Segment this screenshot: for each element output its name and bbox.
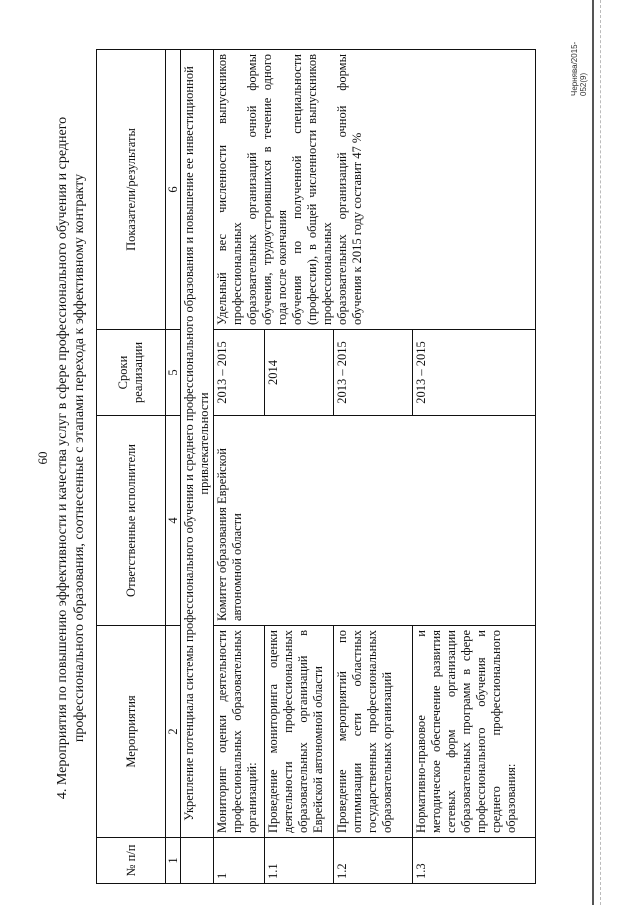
row-result	[214, 50, 536, 330]
row-num: 1.2	[334, 838, 413, 884]
binding-line-dashed	[600, 0, 601, 905]
column-number: 6	[166, 50, 181, 330]
result-part: образовательных организаций очной формы обучения, трудоустроившихся в течение одного года после окончания	[245, 54, 289, 325]
header-row	[97, 50, 166, 884]
header-period: Сроки реализации	[97, 330, 166, 416]
footer-code: Чернява/2015-052(9)	[570, 41, 588, 96]
rotated-page	[30, 28, 590, 888]
measures-table	[96, 49, 536, 884]
row-activity: Проведение мониторинга оценки деятельности профессиональных образовательных организаций в Еврейской автономной области	[265, 626, 334, 838]
section-row	[181, 50, 214, 884]
result-part: обучения по полученной специальности (профессии), в общей численности выпускников профессиональных	[290, 54, 334, 325]
row-period: 2013 – 2015	[334, 330, 413, 416]
section-spacer	[181, 838, 214, 884]
row-num: 1.1	[265, 838, 334, 884]
page-heading	[54, 36, 88, 880]
row-period: 2013 – 2015	[214, 330, 265, 416]
table-row	[214, 50, 265, 884]
header-executor: Ответственные исполнители	[97, 416, 166, 626]
column-number: 2	[166, 626, 181, 838]
column-number: 4	[166, 416, 181, 626]
section-title: Укрепление потенциала системы профессионального обучения и среднего профессионального образования и повышение ее инвестиционной привлекательности	[181, 50, 214, 838]
row-num: 1.3	[413, 838, 536, 884]
row-num: 1	[214, 838, 265, 884]
result-part: Удельный вес численности выпускников профессиональных	[215, 54, 244, 325]
column-number: 5	[166, 330, 181, 416]
column-number-row	[166, 50, 181, 884]
result-part: образовательных организаций очной формы обучения к 2015 году составит 47 %	[335, 54, 364, 325]
row-activity: Проведение мероприятий по оптимизации сети областных государственных профессиональных образовательных организаций	[334, 626, 413, 838]
binding-line	[592, 0, 594, 905]
header-activity: Мероприятия	[97, 626, 166, 838]
row-activity: Нормативно-правовое и методическое обеспечение развития сетевых форм организации образовательных программ в сфере профессионального обучения и среднего профессионального образования:	[413, 626, 536, 838]
header-result: Показатели/результаты	[97, 50, 166, 330]
header-num: № п/п	[97, 838, 166, 884]
row-period: 2014	[265, 330, 334, 416]
heading-line-2: профессионального образования, соотнесенные с этапами перехода к эффективному контракту	[72, 173, 87, 743]
page-number: 60	[35, 451, 50, 465]
heading-line-1: 4. Мероприятия по повышению эффективности и качества услуг в сфере профессионального обучения и среднего	[55, 116, 70, 800]
column-number: 1	[166, 838, 181, 884]
row-period: 2013 – 2015	[413, 330, 536, 416]
row-executor: Комитет образования Еврейской автономной области	[214, 416, 536, 626]
row-activity: Мониторинг оценки деятельности профессиональных образовательных организаций:	[214, 626, 265, 838]
